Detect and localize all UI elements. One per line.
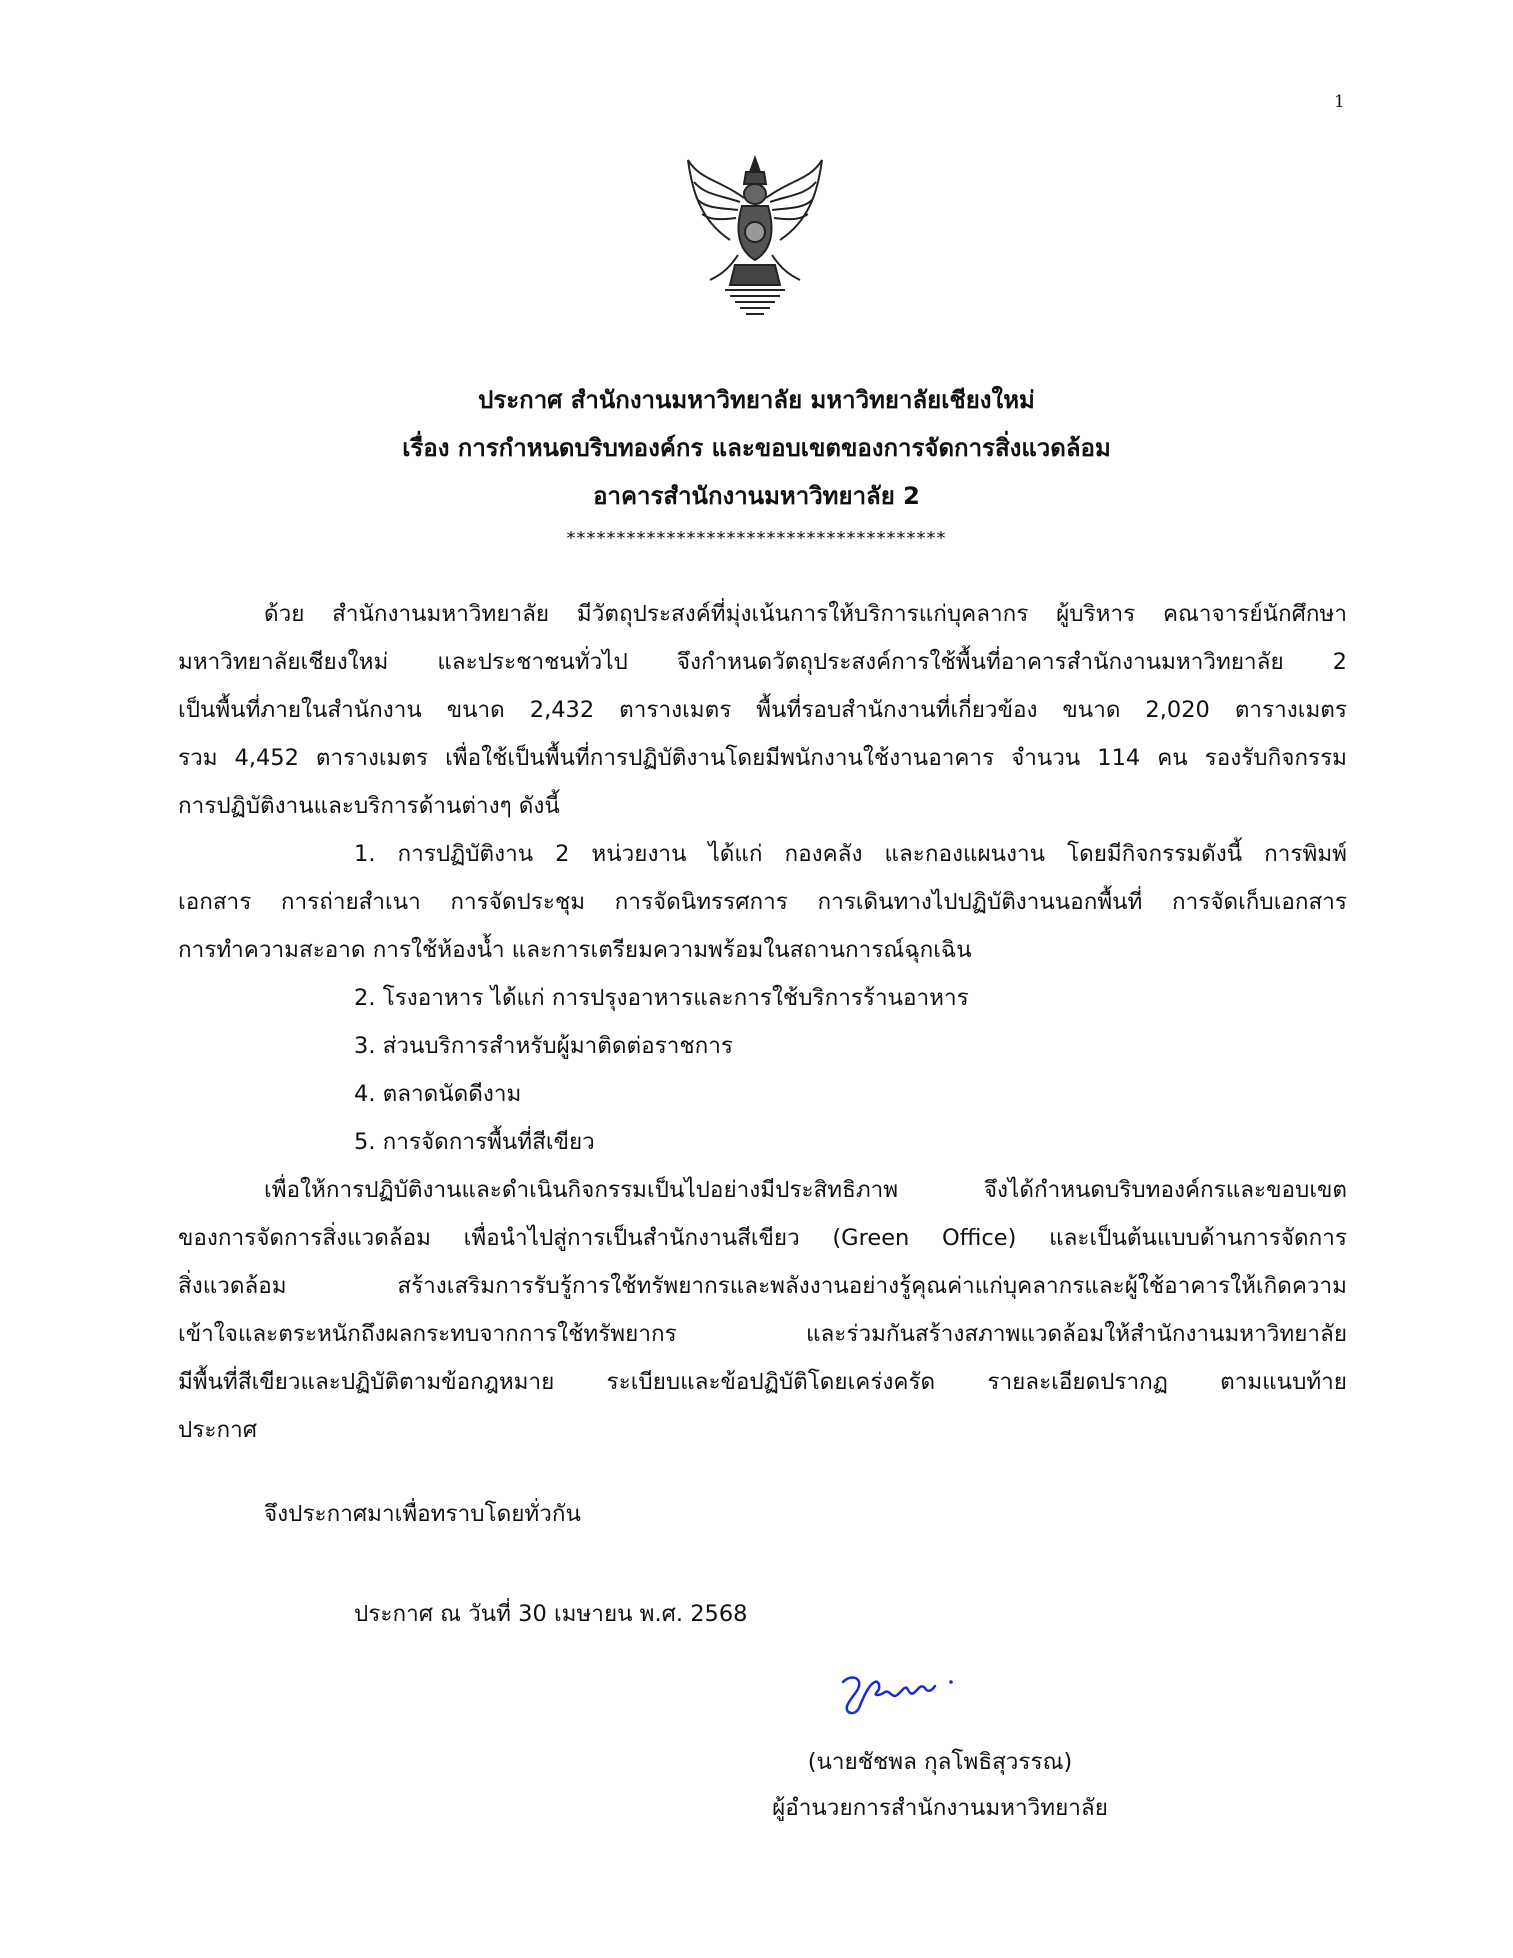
- item-5: 5. การจัดการพื้นที่สีเขียว: [354, 1129, 595, 1155]
- para1-line-3: เป็นพื้นที่ภายในสำนักงาน ขนาด 2,432 ตารางเมตร พื้นที่รอบสำนักงานที่เกี่ยวข้อง ขนาด 2,020 ตารางเมตร: [178, 697, 1347, 723]
- closing-text: จึงประกาศมาเพื่อทราบโดยทั่วกัน: [264, 1501, 581, 1527]
- handwritten-signature: [835, 1662, 965, 1722]
- signatory-name: (นายชัชพล กุลโพธิสุวรรณ): [807, 1749, 1073, 1775]
- para1-line-4: รวม 4,452 ตารางเมตร เพื่อใช้เป็นพื้นที่การปฏิบัติงานโดยมีพนักงานใช้งานอาคาร จำนวน 114 คน รองรับกิจกรรม: [178, 745, 1347, 771]
- item1-line-1: 1. การปฏิบัติงาน 2 หน่วยงาน ได้แก่ กองคลัง และกองแผนงาน โดยมีกิจกรรมดังนี้ การพิมพ์: [354, 841, 1347, 867]
- para2-line-5: มีพื้นที่สีเขียวและปฏิบัติตามข้อกฎหมาย ระเบียบและข้อปฏิบัติโดยเคร่งครัด รายละเอียดปรากฏ ตามแนบท้าย: [178, 1369, 1347, 1395]
- item1-line-3: การทำความสะอาด การใช้ห้องน้ำ และการเตรียมความพร้อมในสถานการณ์ฉุกเฉิน: [178, 937, 972, 963]
- item-2: 2. โรงอาหาร ได้แก่ การปรุงอาหารและการใช้บริการร้านอาหาร: [354, 985, 969, 1011]
- title-line-1: ประกาศ สำนักงานมหาวิทยาลัย มหาวิทยาลัยเชียงใหม่: [478, 386, 1035, 414]
- signatory-position: ผู้อำนวยการสำนักงานมหาวิทยาลัย: [772, 1795, 1108, 1821]
- announcement-date: ประกาศ ณ วันที่ 30 เมษายน พ.ศ. 2568: [354, 1601, 748, 1627]
- item1-line-2: เอกสาร การถ่ายสำเนา การจัดประชุม การจัดนิทรรศการ การเดินทางไปปฏิบัติงานนอกพื้นที่ การจัดเก็บเอกสาร: [178, 889, 1347, 915]
- item-3: 3. ส่วนบริการสำหรับผู้มาติดต่อราชการ: [354, 1033, 733, 1059]
- para2-line-3: สิ่งแวดล้อม สร้างเสริมการรับรู้การใช้ทรัพยากรและพลังงานอย่างรู้คุณค่าแก่บุคลากรและผู้ใช้อาคารให้เกิดความ: [178, 1273, 1347, 1299]
- para2-line-2: ของการจัดการสิ่งแวดล้อม เพื่อนำไปสู่การเป็นสำนักงานสีเขียว (Green Office) และเป็นต้นแบบด้านการจัดการ: [178, 1225, 1347, 1251]
- page-number: 1: [1334, 92, 1345, 112]
- title-line-2: เรื่อง การกำหนดบริบทองค์กร และขอบเขตของการจัดการสิ่งแวดล้อม: [402, 434, 1111, 462]
- para1-line-5: การปฏิบัติงานและบริการด้านต่างๆ ดังนี้: [178, 793, 560, 819]
- garuda-emblem: [680, 150, 830, 330]
- para2-line-4: เข้าใจและตระหนักถึงผลกระทบจากการใช้ทรัพยากร และร่วมกันสร้างสภาพแวดล้อมให้สำนักงานมหาวิทยาลัย: [178, 1321, 1347, 1347]
- title-separator: **************************************: [566, 528, 947, 549]
- para2-line-1: เพื่อให้การปฏิบัติงานและดำเนินกิจกรรมเป็นไปอย่างมีประสิทธิภาพ จึงได้กำหนดบริบทองค์กรและขอบเขต: [264, 1177, 1347, 1203]
- title-line-3: อาคารสำนักงานมหาวิทยาลัย 2: [593, 482, 920, 510]
- item-4: 4. ตลาดนัดดีงาม: [354, 1081, 522, 1107]
- para1-line-2: มหาวิทยาลัยเชียงใหม่ และประชาชนทั่วไป จึงกำหนดวัตถุประสงค์การใช้พื้นที่อาคารสำนักงานมหาวิทยาลัย 2: [178, 649, 1347, 675]
- para1-line-1: ด้วย สำนักงานมหาวิทยาลัย มีวัตถุประสงค์ที่มุ่งเน้นการให้บริการแก่บุคลากร ผู้บริหาร คณาจารย์นักศึกษา: [264, 601, 1347, 627]
- para2-line-6: ประกาศ: [178, 1417, 257, 1443]
